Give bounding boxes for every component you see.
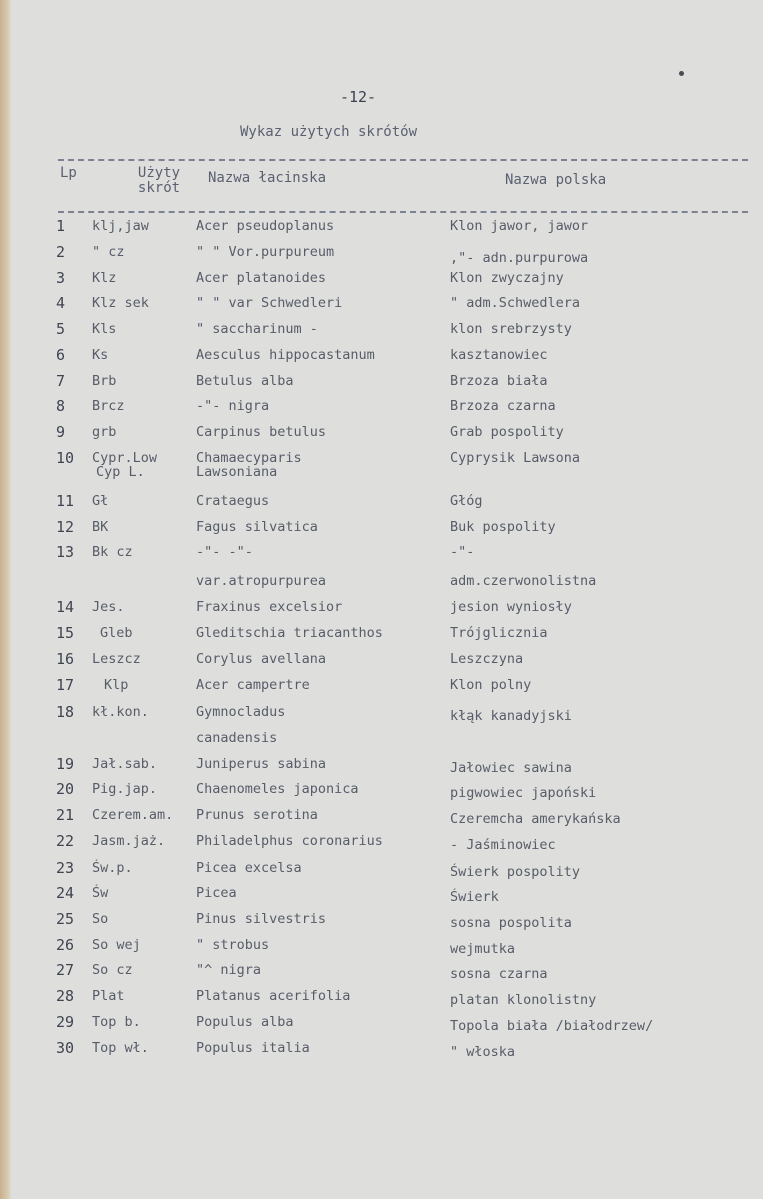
row-polish-name: kłąk kanadyjski <box>450 708 572 724</box>
row-abbreviation: grb <box>92 424 117 440</box>
table-row <box>0 1041 763 1061</box>
table-row <box>0 1015 763 1035</box>
row-polish-name: kasztanowiec <box>450 347 548 363</box>
row-latin-name: Crataegus <box>196 493 270 509</box>
table-row <box>0 886 763 906</box>
row-number: 6 <box>56 346 66 364</box>
row-number: 12 <box>56 518 75 536</box>
row-latin-name: Acer platanoides <box>196 270 327 286</box>
table-row <box>0 731 763 751</box>
row-abbreviation: Jasm.jaż. <box>92 833 166 849</box>
table-row <box>0 834 763 854</box>
table-row <box>0 757 763 777</box>
row-polish-name: adm.czerwonolistna <box>450 573 597 589</box>
table-row <box>0 912 763 932</box>
row-latin-name: Acer campertre <box>196 677 310 693</box>
row-number: 2 <box>56 243 66 261</box>
row-abbreviation: Plat <box>92 988 125 1004</box>
row-number: 19 <box>56 755 75 773</box>
row-number: 7 <box>56 372 66 390</box>
row-number: 11 <box>56 492 75 510</box>
row-abbreviation: Top wł. <box>92 1040 149 1056</box>
row-abbreviation: klj,jaw <box>92 218 149 234</box>
row-latin-name: Carpinus betulus <box>196 424 327 440</box>
row-latin-name: Picea <box>196 885 237 901</box>
row-latin-name: Fagus silvatica <box>196 519 318 535</box>
row-polish-name: Świerk pospolity <box>450 864 581 880</box>
row-latin-name: Chaenomeles japonica <box>196 781 359 797</box>
table-row <box>0 574 763 594</box>
row-number: 13 <box>56 543 75 561</box>
row-latin-name: Pinus silvestris <box>196 911 327 927</box>
row-polish-name: Czeremcha amerykańska <box>450 811 621 827</box>
row-abbreviation: Ks <box>92 347 109 363</box>
row-abbreviation: Klz sek <box>92 295 149 311</box>
table-row <box>0 219 763 239</box>
row-number: 28 <box>56 987 75 1005</box>
table-row <box>0 861 763 881</box>
row-polish-name: -"- <box>450 544 475 560</box>
table-row <box>0 348 763 368</box>
row-abbreviation: Top b. <box>92 1014 141 1030</box>
table-row <box>0 600 763 620</box>
table-row <box>0 678 763 698</box>
row-abbreviation: So wej <box>92 937 141 953</box>
row-latin-name: Platanus acerifolia <box>196 988 351 1004</box>
row-number: 29 <box>56 1013 75 1031</box>
page-number: -12- <box>339 88 377 106</box>
row-abbreviation: Jał.sab. <box>92 756 158 772</box>
row-number: 3 <box>56 269 66 287</box>
row-polish-name: Klon zwyczajny <box>450 270 564 286</box>
row-number: 17 <box>56 676 75 694</box>
column-header-latin-name: Nazwa łacinska <box>208 170 327 186</box>
row-number: 23 <box>56 859 75 877</box>
row-abbreviation: So cz <box>92 962 133 978</box>
column-header-abbreviation-line2: skrót <box>137 180 181 196</box>
table-row <box>0 626 763 646</box>
table-row <box>0 938 763 958</box>
row-abbreviation: Cypr.Low <box>92 450 158 466</box>
row-number: 8 <box>56 397 66 415</box>
table-row <box>0 782 763 802</box>
row-polish-name: Brzoza czarna <box>450 398 556 414</box>
row-number: 30 <box>56 1039 75 1057</box>
row-polish-name: Trójglicznia <box>450 625 548 641</box>
row-number: 18 <box>56 703 75 721</box>
row-polish-name: sosna czarna <box>450 966 548 982</box>
row-latin-name: " " Vor.purpureum <box>196 244 335 260</box>
row-polish-name: sosna pospolita <box>450 915 572 931</box>
row-polish-name: Jałowiec sawina <box>450 760 572 776</box>
row-latin-name: Populus italia <box>196 1040 310 1056</box>
row-latin-name: Juniperus sabina <box>196 756 327 772</box>
document-title: Wykaz użytych skrótów <box>240 124 418 140</box>
row-abbreviation: Jes. <box>92 599 125 615</box>
row-polish-name: Głóg <box>450 493 483 509</box>
row-number: 16 <box>56 650 75 668</box>
row-polish-name: platan klonolistny <box>450 992 597 1008</box>
row-latin-name: Aesculus hippocastanum <box>196 347 375 363</box>
row-number: 26 <box>56 936 75 954</box>
table-row <box>0 520 763 540</box>
table-row <box>0 271 763 291</box>
table-row <box>0 989 763 1009</box>
row-polish-name: Klon jawor, jawor <box>450 218 589 234</box>
table-row <box>0 245 763 265</box>
row-polish-name: ,"- adn.purpurowa <box>450 250 589 266</box>
row-abbreviation: " cz <box>92 244 125 260</box>
row-latin-name: var.atropurpurea <box>196 573 327 589</box>
row-latin-name: " saccharinum - <box>196 321 318 337</box>
row-abbreviation: Czerem.am. <box>92 807 174 823</box>
row-number: 10 <box>56 449 75 467</box>
table-row <box>0 652 763 672</box>
row-polish-name: pigwowiec japoński <box>450 785 597 801</box>
row-abbreviation: BK <box>92 519 109 535</box>
row-number: 14 <box>56 598 75 616</box>
row-number: 20 <box>56 780 75 798</box>
row-abbreviation: So <box>92 911 109 927</box>
row-number: 4 <box>56 294 66 312</box>
row-polish-name: wejmutka <box>450 941 516 957</box>
table-row <box>0 705 763 725</box>
row-latin-name: Betulus alba <box>196 373 294 389</box>
row-polish-name: klon srebrzysty <box>450 321 572 337</box>
row-polish-name: - Jaśminowiec <box>450 837 556 853</box>
row-polish-name: Leszczyna <box>450 651 524 667</box>
row-polish-name: jesion wyniosły <box>450 599 572 615</box>
row-latin-name: "^ nigra <box>196 962 262 978</box>
row-latin-name: Acer pseudoplanus <box>196 218 335 234</box>
table-row <box>0 451 763 485</box>
header-rule-top <box>58 159 748 161</box>
row-abbreviation: Klp <box>104 677 129 693</box>
column-header-lp: Lp <box>60 165 77 181</box>
row-abbreviation-alt: Cyp L. <box>96 464 145 480</box>
row-latin-name: canadensis <box>196 730 278 746</box>
row-polish-name: Topola biała /białodrzew/ <box>450 1018 654 1034</box>
table-row <box>0 545 763 565</box>
table-row <box>0 374 763 394</box>
table-row <box>0 425 763 445</box>
row-latin-name: -"- -"- <box>196 544 253 560</box>
column-header-abbreviation-line1: Użyty <box>137 165 181 181</box>
column-header-polish-name: Nazwa polska <box>505 172 607 188</box>
row-abbreviation: Leszcz <box>92 651 141 667</box>
row-abbreviation: Św <box>92 885 109 901</box>
row-number: 27 <box>56 961 75 979</box>
header-rule-bottom <box>58 211 748 213</box>
row-polish-name: Grab pospolity <box>450 424 564 440</box>
row-latin-name: Gymnocladus <box>196 704 286 720</box>
row-abbreviation: Klz <box>92 270 117 286</box>
row-latin-name: -"- nigra <box>196 398 270 414</box>
row-polish-name: Klon polny <box>450 677 532 693</box>
table-row <box>0 494 763 514</box>
table-row <box>0 399 763 419</box>
row-polish-name: Cyprysik Lawsona <box>450 450 581 466</box>
row-number: 9 <box>56 423 66 441</box>
row-abbreviation: Gł <box>92 493 109 509</box>
row-latin-name: " " var Schwedleri <box>196 295 343 311</box>
row-polish-name: Brzoza biała <box>450 373 548 389</box>
row-number: 22 <box>56 832 75 850</box>
ink-spot <box>679 71 684 76</box>
row-abbreviation: Kls <box>92 321 117 337</box>
row-number: 24 <box>56 884 75 902</box>
table-row <box>0 322 763 342</box>
row-latin-name: Fraxinus excelsior <box>196 599 343 615</box>
table-row <box>0 808 763 828</box>
row-abbreviation: Pig.jap. <box>92 781 158 797</box>
row-latin-name: Picea excelsa <box>196 860 302 876</box>
row-latin-name-line2: Lawsoniana <box>196 464 278 480</box>
row-latin-name: Gleditschia triacanthos <box>196 625 383 641</box>
row-latin-name: Populus alba <box>196 1014 294 1030</box>
row-polish-name: Świerk <box>450 889 499 905</box>
row-abbreviation: Brcz <box>92 398 125 414</box>
row-number: 1 <box>56 217 66 235</box>
row-latin-name: " strobus <box>196 937 270 953</box>
row-number: 15 <box>56 624 75 642</box>
table-row <box>0 963 763 983</box>
row-polish-name: Buk pospolity <box>450 519 556 535</box>
row-abbreviation: Brb <box>92 373 117 389</box>
row-polish-name: " adm.Schwedlera <box>450 295 581 311</box>
row-polish-name: " włoska <box>450 1044 516 1060</box>
row-abbreviation: Gleb <box>100 625 133 641</box>
row-number: 5 <box>56 320 66 338</box>
row-latin-name: Chamaecyparis <box>196 450 302 466</box>
row-latin-name: Corylus avellana <box>196 651 327 667</box>
table-row <box>0 296 763 316</box>
column-header-abbreviation <box>124 166 194 196</box>
row-latin-name: Philadelphus coronarius <box>196 833 383 849</box>
row-abbreviation: kł.kon. <box>92 704 149 720</box>
row-abbreviation: Bk cz <box>92 544 133 560</box>
row-abbreviation: Św.p. <box>92 860 133 876</box>
row-number: 25 <box>56 910 75 928</box>
row-latin-name: Prunus serotina <box>196 807 318 823</box>
row-number: 21 <box>56 806 75 824</box>
